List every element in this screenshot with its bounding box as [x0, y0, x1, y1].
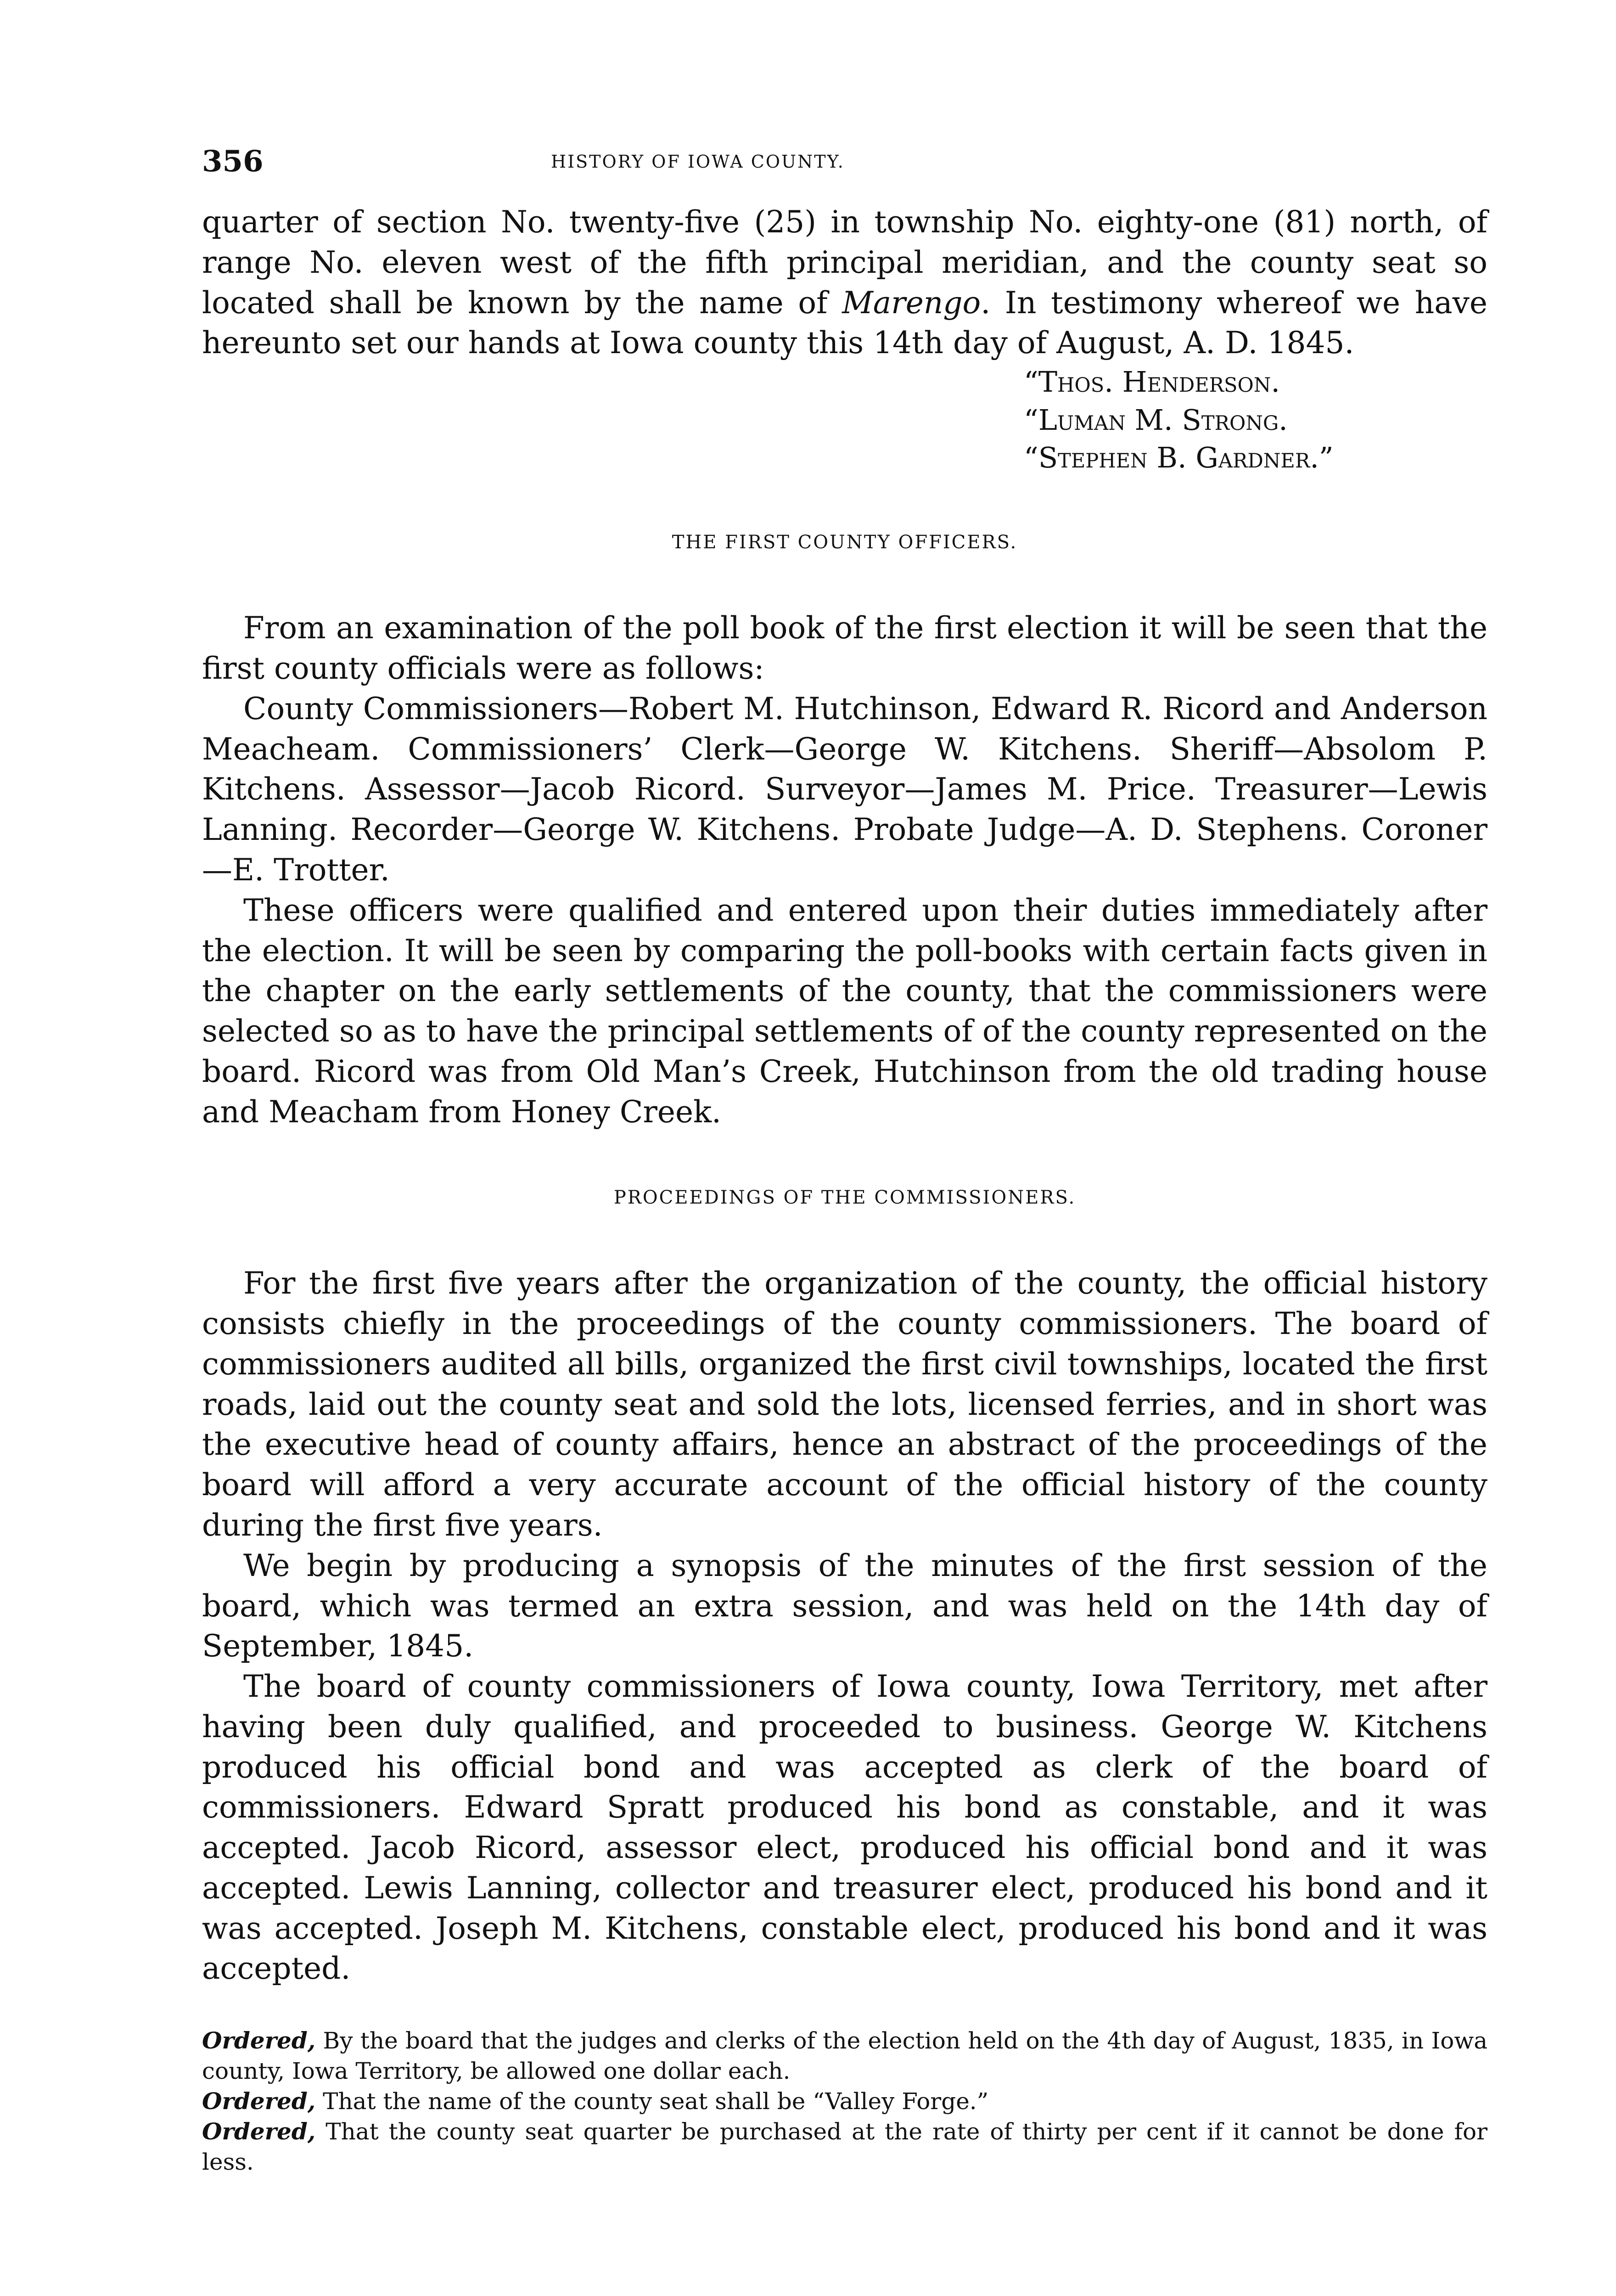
signature-line: “Thos. Henderson.: [1024, 365, 1280, 399]
order-text: That the name of the county seat shall be “Valley Forge.”: [315, 2088, 989, 2115]
page-number: 356: [202, 144, 264, 179]
order-label: Ordered,: [202, 2027, 316, 2054]
paragraph: The board of county commissioners of Iowa county, Iowa Territory, met after having been duly qualified, and proceeded to business. George W. Kitchens produced his official bond and was accepted as clerk of the board of commissioners. Edward Spratt produced his bond as constable, and it was accepted. Jacob Ricord, assessor elect, produced his official bond and it was accepted. Lewis Lanning, collector and treasurer elect, produced his bond and it was accepted. Joseph M. Kitchens, constable elect, produced his bond and it was accepted.: [202, 1669, 1487, 1986]
section-heading-first-officers: THE FIRST COUNTY OFFICERS.: [672, 532, 1018, 553]
signature-line: “Luman M. Strong.: [1024, 403, 1288, 437]
intro-text-end: . In testimony whereof we have hereunto set our hands at Iowa county this 14th day of August, A. D. 1845.: [202, 285, 1487, 361]
paragraph: For the first five years after the organization of the county, the official history consists chiefly in the proceedings of the county commissioners. The board of commissioners audited all bills, organized the first civil townships, located the first roads, laid out the county seat and sold the lots, licensed ferries, and in short was the executive head of county affairs, hence an abstract of the proceedings of the board will afford a very accurate account of the official history of the county during the first five years.: [202, 1266, 1487, 1543]
paragraph: These officers were qualified and entered upon their duties immediately after the election. It will be seen by comparing the poll-books with certain facts given in the chapter on the early settlements of the county, that the commissioners were selected so as to have the principal settlements of of the county represented on the board. Ricord was from Old Man’s Creek, Hutchinson from the old trading house and Meacham from Honey Creek.: [202, 892, 1487, 1130]
proceedings-section: [202, 1263, 1487, 1989]
order-text: By the board that the judges and clerks of the election held on the 4th day of August, 1835, in Iowa county, Iowa Territory, be allowed one dollar each.: [202, 2027, 1487, 2085]
running-head: HISTORY OF IOWA COUNTY.: [551, 152, 845, 172]
order-item: [202, 2026, 1487, 2086]
order-item: [202, 2086, 1487, 2116]
section-heading-proceedings: PROCEEDINGS OF THE COMMISSIONERS.: [613, 1187, 1076, 1209]
intro-paragraph: [202, 202, 1487, 363]
orders-block: [202, 2026, 1487, 2177]
page: [202, 144, 1487, 2177]
signature-block: [202, 363, 1487, 477]
place-name: Marengo: [842, 285, 981, 321]
paragraph: From an examination of the poll book of the first election it will be seen that the first county officials were as follows:: [202, 610, 1487, 687]
paragraph: County Commissioners—Robert M. Hutchinson, Edward R. Ricord and Anderson Meacheam. Commissioners’ Clerk—George W. Kitchens. Sheriff—Absolom P. Kitchens. Assessor—Jacob Ricord. Surveyor—James M. Price. Treasurer—Lewis Lanning. Recorder—George W. Kitchens. Probate Judge—A. D. Stephens. Coroner—E. Trotter.: [202, 691, 1487, 888]
intro-text: quarter of section No. twenty-five (25) in township No. eighty-one (81) north, of range No. eleven west of the fifth principal meridian, and the county seat so located shall be known by the name of: [202, 204, 1487, 321]
paragraph: We begin by producing a synopsis of the minutes of the first session of the board, which was termed an extra session, and was held on the 14th day of September, 1845.: [202, 1548, 1487, 1664]
page-header: [202, 144, 1487, 202]
signature-line: “Stephen B. Gardner.”: [1024, 440, 1334, 474]
first-officers-section: [202, 608, 1487, 1132]
order-label: Ordered,: [202, 2118, 316, 2145]
order-text: That the county seat quarter be purchased at the rate of thirty per cent if it cannot be done for less.: [202, 2118, 1487, 2176]
intro-block: [202, 202, 1487, 363]
order-label: Ordered,: [202, 2088, 316, 2115]
order-item: [202, 2116, 1487, 2177]
